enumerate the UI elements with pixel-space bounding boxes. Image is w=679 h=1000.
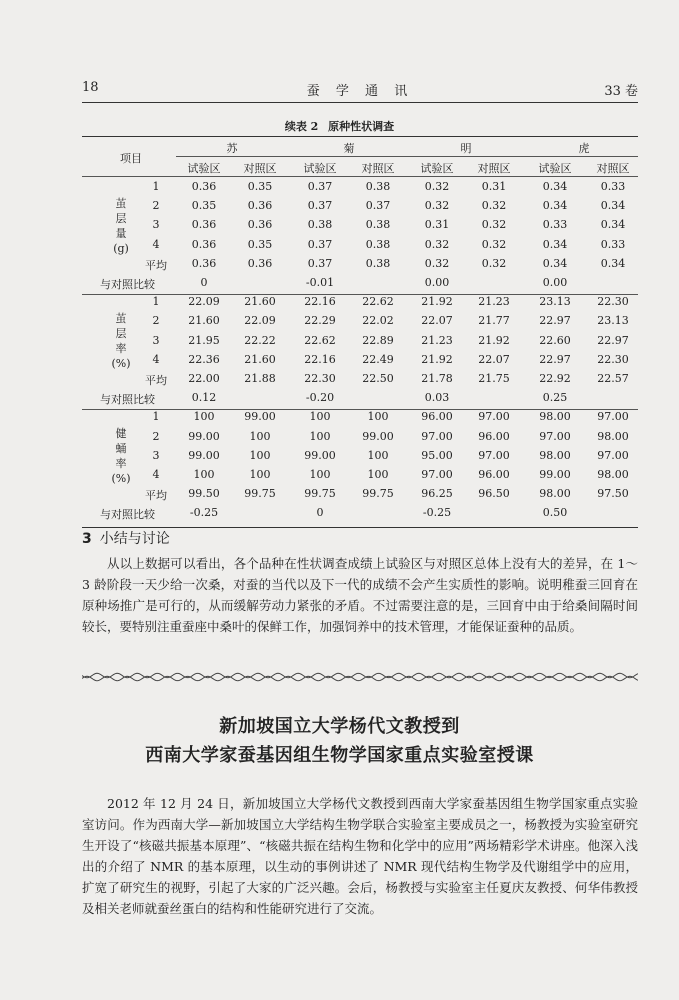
table-cell: 99.00	[188, 429, 220, 443]
table-compare-cell: 0.25	[542, 391, 568, 405]
table-row-item: 平均	[145, 374, 167, 387]
table-cell: 100	[249, 429, 271, 443]
table-cell: 21.23	[421, 333, 453, 347]
table-cell: 22.97	[539, 314, 571, 328]
page-number: 18	[82, 80, 99, 95]
table-breed-header: 明	[460, 142, 472, 155]
table-cell: 100	[367, 448, 389, 462]
table-cell: 0.34	[600, 256, 626, 270]
table-row-item: 3	[152, 218, 160, 232]
table-subheader: 对照区	[477, 162, 511, 175]
table-cell: 0.37	[307, 199, 333, 213]
news-title-line-2: 西南大学家蚕基因组生物学国家重点实验室授课	[145, 745, 534, 766]
table-cell: 21.60	[244, 352, 276, 366]
table-cell: 98.00	[539, 448, 571, 462]
table-cell: 97.00	[478, 448, 510, 462]
table-cell: 0.37	[307, 237, 333, 251]
table-cell: 99.75	[362, 487, 394, 501]
table-group-label-char: (%)	[111, 357, 131, 371]
table-breed-header: 菊	[343, 142, 355, 155]
table-cell: 0.35	[247, 180, 273, 193]
table-cell: 98.00	[597, 468, 629, 481]
table-cell: 21.78	[421, 372, 453, 385]
table-cell: 22.92	[539, 372, 571, 385]
table-subheader: 试验区	[187, 162, 221, 175]
table-group-label-char: 率	[115, 457, 127, 471]
table-cell: 22.02	[362, 314, 394, 328]
journal-title: 蚕 学 通 讯	[306, 84, 414, 99]
table-row-item: 3	[152, 448, 160, 462]
table-subheader: 试验区	[538, 162, 572, 175]
table-group-label	[111, 196, 131, 256]
table-compare-label: 与对照比较	[100, 393, 155, 407]
table-cell: 0.34	[542, 256, 568, 270]
table-cell: 0.34	[542, 180, 568, 193]
table-cell: 0.32	[424, 180, 450, 193]
table-cell: 95.00	[421, 448, 453, 462]
table-cell: 22.07	[478, 352, 510, 366]
table-cell: 98.00	[597, 429, 629, 443]
table-group-label-char: 层	[115, 212, 127, 225]
table-cell: 99.00	[188, 448, 220, 462]
running-header	[82, 80, 638, 100]
table-cell: 0.31	[481, 180, 507, 193]
table-cell: 22.09	[188, 295, 220, 309]
table-cell: 0.31	[424, 218, 450, 232]
table-cell: 22.62	[362, 295, 394, 309]
table-cell: 98.00	[539, 487, 571, 501]
table-group-label-char: (g)	[113, 242, 129, 255]
table-cell: 22.22	[244, 333, 276, 347]
table-cell: 21.95	[188, 333, 220, 347]
table-row-item: 1	[152, 410, 160, 424]
table-compare-cell: 0.00	[542, 276, 568, 289]
table-caption	[0, 118, 679, 134]
table-cell: 100	[249, 448, 271, 462]
table-row-item: 1	[152, 295, 160, 309]
table-cell: 22.16	[304, 352, 336, 366]
table-cell: 22.30	[597, 352, 629, 366]
table-group-label	[111, 311, 131, 371]
table-cell: 0.36	[247, 256, 273, 270]
table-subheader: 对照区	[361, 162, 395, 175]
table-cell: 100	[309, 429, 331, 443]
table-row-item: 平均	[145, 258, 167, 272]
table-cell: 0.38	[307, 218, 333, 232]
table-cell: 0.38	[365, 180, 391, 193]
table-cell: 0.35	[191, 199, 217, 213]
table-cell: 96.00	[478, 468, 510, 481]
table-cell: 100	[309, 468, 331, 481]
table-cell: 97.00	[421, 429, 453, 443]
table-cell: 0.37	[307, 180, 333, 193]
table-row-item: 4	[152, 352, 160, 366]
table-number: 续表 2	[284, 120, 319, 133]
table-cell: 0.38	[365, 218, 391, 232]
table-cell: 96.25	[421, 487, 453, 501]
table-cell: 100	[193, 410, 215, 424]
table-cell: 0.32	[424, 256, 450, 270]
table-cell: 22.49	[362, 352, 394, 366]
news-title-line-1: 新加坡国立大学杨代文教授到	[219, 716, 460, 737]
table-cell: 22.30	[304, 372, 336, 385]
table-cell: 100	[249, 468, 271, 481]
table-subheader: 试验区	[303, 162, 337, 175]
table-cell: 97.00	[597, 410, 629, 424]
table-cell: 22.97	[539, 352, 571, 366]
table-item-header: 项目	[120, 152, 142, 165]
table-cell: 21.92	[478, 333, 510, 347]
table-cell: 22.57	[597, 372, 629, 385]
table-group-label-char: 量	[115, 227, 127, 240]
table-cell: 21.92	[421, 352, 453, 366]
table-cell: 21.75	[478, 372, 510, 385]
table-compare-cell: -0.25	[189, 506, 219, 520]
table-cell: 99.00	[304, 448, 336, 462]
table-group-label-char: 率	[115, 342, 127, 356]
table-compare-cell: 0	[316, 506, 324, 520]
table-cell: 22.50	[362, 372, 394, 385]
table-cell: 99.75	[244, 487, 276, 501]
volume-label: 33 卷	[604, 84, 638, 99]
table-cell: 99.00	[244, 410, 276, 424]
table-row-item: 2	[152, 429, 160, 443]
table-cell: 22.00	[188, 372, 220, 385]
table-cell: 0.33	[600, 237, 626, 251]
table-cell: 96.00	[478, 429, 510, 443]
table-breed-rule	[176, 156, 638, 157]
table-group-label-char: (%)	[111, 472, 131, 486]
table-cell: 100	[309, 410, 331, 424]
table-cell: 97.00	[421, 468, 453, 481]
table-cell: 22.89	[362, 333, 394, 347]
table-cell: 0.36	[191, 180, 217, 193]
summary-paragraph	[82, 553, 638, 637]
table-row-item: 3	[152, 333, 160, 347]
table-subheader: 试验区	[420, 162, 454, 175]
table-cell: 0.36	[191, 256, 217, 270]
table-cell: 99.50	[188, 487, 220, 501]
header-rule	[82, 102, 638, 103]
table-cell: 22.29	[304, 314, 336, 328]
table-compare-cell: 0.50	[542, 506, 568, 520]
table-subheader: 对照区	[243, 162, 277, 175]
table-cell: 21.60	[244, 295, 276, 309]
table-cell: 21.60	[188, 314, 220, 328]
table-cell: 97.50	[597, 487, 629, 501]
table-cell: 0.34	[542, 237, 568, 251]
table-compare-cell: -0.01	[305, 276, 335, 289]
section-title: 小结与讨论	[99, 531, 170, 547]
table-compare-label: 与对照比较	[100, 508, 155, 522]
table-cell: 99.00	[539, 468, 571, 481]
table-cell: 21.92	[421, 295, 453, 309]
news-paragraph	[82, 793, 638, 919]
table-cell: 0.32	[424, 199, 450, 213]
table-header-rule	[82, 176, 638, 177]
table-cell: 97.00	[597, 448, 629, 462]
table-cell: 0.34	[542, 199, 568, 213]
table-group-label-char: 健	[115, 427, 127, 441]
table-cell: 0.32	[481, 237, 507, 251]
news-text: 2012 年 12 月 24 日，新加坡国立大学杨代文教授到西南大学家蚕基因组生物学国家重点实验室访问。作为西南大学—新加坡国立大学结构生物学联合实验室主要成员之一，杨教授为实验室研究生开设了“核磁共振基本原理”、“核磁共振在结构生物和化学中的应用”两场精彩学术讲座。他深入浅出的介绍了 NMR 的基本原理，以生动的事例讲述了 NMR 现代结构生物学及代谢组学中的应用，扩宽了研究生的视野，引起了大家的广泛兴趣。会后，杨教授与实验室主任夏庆友教授、何华伟教授及相关老师就蚕丝蛋白的结构和性能研究进行了交流。	[82, 796, 638, 916]
table-compare-cell: -0.25	[422, 506, 452, 520]
table-cell: 22.62	[304, 333, 336, 347]
table-cell: 22.60	[539, 333, 571, 347]
table-top-rule	[82, 136, 638, 137]
table-cell: 0.34	[600, 218, 626, 232]
table-cell: 22.97	[597, 333, 629, 347]
table-cell: 21.77	[478, 314, 510, 328]
table-cell: 97.00	[539, 429, 571, 443]
table-cell: 0.32	[481, 218, 507, 232]
table-row-item: 2	[152, 314, 160, 328]
table-cell: 0.38	[365, 256, 391, 270]
table-group-label-char: 蛹	[115, 442, 127, 456]
table-cell: 21.88	[244, 372, 276, 385]
table-row-item: 平均	[145, 489, 167, 503]
table-cell: 0.32	[481, 256, 507, 270]
table-cell: 98.00	[539, 410, 571, 424]
table-subheader: 对照区	[596, 162, 630, 175]
divider-wavy-line	[82, 672, 638, 682]
table-cell: 0.34	[600, 199, 626, 213]
table-cell: 0.32	[424, 237, 450, 251]
table-row-item: 1	[152, 180, 160, 193]
table-cell: 100	[193, 468, 215, 481]
table-breed-header: 虎	[578, 142, 590, 155]
table-cell: 0.37	[365, 199, 391, 213]
table-row-item: 4	[152, 468, 160, 481]
table-group-label	[111, 426, 131, 486]
table-cell: 96.50	[478, 487, 510, 501]
table-compare-cell: 0	[200, 276, 208, 289]
table-cell: 22.09	[244, 314, 276, 328]
table-cell: 0.33	[542, 218, 568, 232]
table-cell: 22.07	[421, 314, 453, 328]
table-cell: 22.30	[597, 295, 629, 309]
table-cell: 22.16	[304, 295, 336, 309]
table-cell: 0.36	[247, 199, 273, 213]
table-cell: 99.00	[362, 429, 394, 443]
table-cell: 0.32	[481, 199, 507, 213]
table-compare-cell: 0.12	[191, 391, 217, 405]
table-group-label-char: 层	[115, 327, 127, 341]
table-compare-label: 与对照比较	[100, 278, 155, 291]
table-cell: 0.33	[600, 180, 626, 193]
table-compare-cell: 0.03	[424, 391, 450, 405]
table-group-label-char: 茧	[115, 197, 127, 210]
table-cell: 22.36	[188, 352, 220, 366]
table-breed-header: 苏	[226, 142, 238, 155]
table-row-item: 4	[152, 237, 160, 251]
table-cell: 0.36	[191, 237, 217, 251]
table-compare-cell: -0.20	[305, 391, 335, 405]
table-cell: 100	[367, 468, 389, 481]
table-group-label-char: 茧	[115, 312, 127, 326]
table-cell: 0.35	[247, 237, 273, 251]
table-cell: 0.38	[365, 237, 391, 251]
table-cell: 23.13	[597, 314, 629, 328]
table-cell: 23.13	[539, 295, 571, 309]
table-compare-cell: 0.00	[424, 276, 450, 289]
table-row-item: 2	[152, 199, 160, 213]
table-cell: 96.00	[421, 410, 453, 424]
table-title: 原种性状调查	[328, 120, 395, 133]
table-cell: 0.36	[247, 218, 273, 232]
table-cell: 0.37	[307, 256, 333, 270]
table-cell: 100	[367, 410, 389, 424]
section-heading	[82, 528, 170, 548]
table-cell: 99.75	[304, 487, 336, 501]
table-cell: 0.36	[191, 218, 217, 232]
table-cell: 97.00	[478, 410, 510, 424]
section-number: 3	[82, 531, 92, 547]
summary-text: 从以上数据可以看出，各个品种在性状调查成绩上试验区与对照区总体上没有大的差异，在 1～3 龄阶段一天少给一次桑，对蚕的当代以及下一代的成绩不会产生实质性的影响。说明稚蚕三回育在原种场推广是可行的，从而缓解劳动力紧张的矛盾。不过需要注意的是，三回育中由于给桑间隔时间较长，要特别注重蚕座中桑叶的保鲜工作，加强饲养中的技术管理，才能保证蚕种的品质。	[82, 556, 638, 634]
table-cell: 21.23	[478, 295, 510, 309]
